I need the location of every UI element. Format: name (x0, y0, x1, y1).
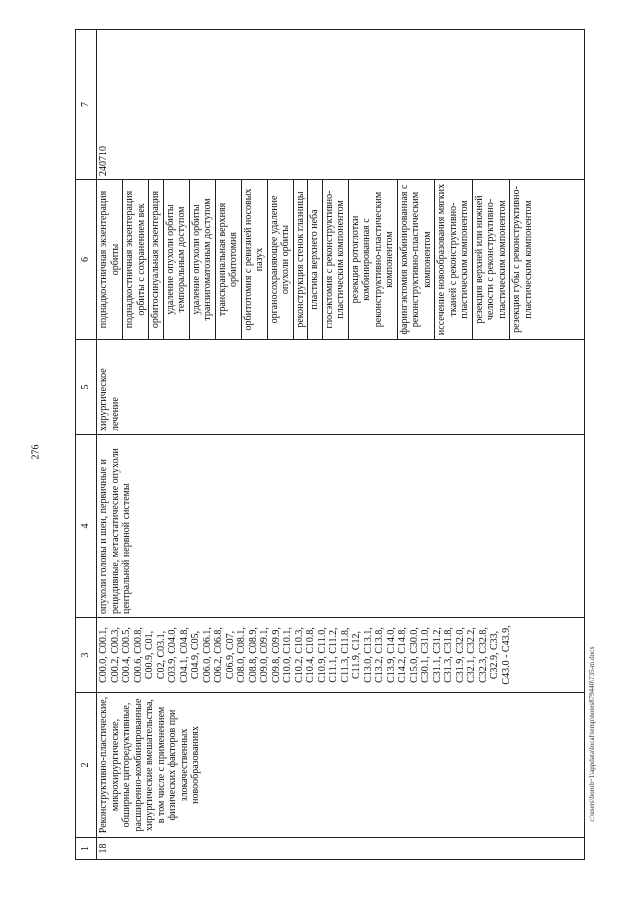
icd-code-line: C10.0, C10.1, (282, 627, 293, 683)
icd-code-line: C10.2, C10.3, (293, 627, 305, 683)
treatment-method-row (348, 180, 397, 339)
icd-code-line: C06.9, C07, (224, 630, 236, 680)
treatment-method-row (472, 180, 510, 339)
icd-codes-cell (97, 618, 585, 693)
icd-code-line: C11.3, C11.8, (339, 627, 351, 683)
treatment-method: поднадкостничная экзентерация орбиты (97, 180, 123, 339)
treatment-methods-list (97, 180, 535, 339)
icd-code-line: C00.9, C01, (144, 630, 155, 680)
column-number: 6 (76, 180, 97, 340)
treatment-method: реконструкция стенок глазницы (293, 180, 308, 339)
treatment-method-row (215, 180, 241, 339)
icd-code-line: C31.1, C31.2, (431, 627, 443, 683)
column-number: 3 (76, 618, 97, 693)
icd-code-line: C00.4, C00.5, (121, 627, 132, 683)
icd-code-line: C32.3, C32.8, (477, 627, 489, 683)
patient-model-cell (97, 435, 585, 618)
icd-code-line: C04.9, C05, (190, 630, 201, 680)
treatment-method-row (163, 180, 189, 339)
treatment-method: транскраниальная верхняя орбитотомия (215, 180, 241, 339)
icd-code-line: C06.2, C06.8, (213, 627, 224, 683)
cost-cell (97, 30, 585, 180)
treatment-method-row (241, 180, 267, 339)
treatment-method-row (397, 180, 435, 339)
column-number: 5 (76, 340, 97, 435)
footer-file-path: c:\users\borob~1\appdata\local\temp\notes879440\735-m.docx (588, 646, 596, 822)
icd-code-line: C09.8, C09.9, (270, 627, 282, 683)
intervention-name-cell (97, 693, 585, 838)
icd-code-line: C43.0 - C43.9, (500, 625, 512, 685)
treatment-method-row (267, 180, 293, 339)
rotated-page-frame (75, 30, 585, 860)
icd-code-line: C13.0, C13.1, (362, 627, 374, 683)
icd-code-line: C02, C03.1, (155, 630, 167, 680)
icd-code-line: C08.0, C08.1, (236, 627, 247, 683)
column-number: 4 (76, 435, 97, 618)
table-row (97, 30, 585, 860)
treatment-method-row (510, 180, 536, 339)
icd-code-line: C06.0, C06.1, (201, 627, 213, 683)
treatment-methods-cell (97, 180, 585, 340)
icd-code-line: C08.8, C08.9, (247, 627, 259, 683)
treatment-method-row (308, 180, 323, 339)
treatment-method: пластика верхнего неба (308, 180, 323, 339)
treatment-method-row (322, 180, 348, 339)
icd-code-line: C30.1, C31.0, (420, 627, 431, 683)
medical-care-table (75, 29, 585, 860)
treatment-method: орбитосинуальная экзентерация (149, 180, 164, 339)
treatment-method: резекция ротоглотки комбинированная с реконструктивно-пластическим компонентом (348, 180, 397, 339)
icd-code-line: C00.2, C00.3, (109, 627, 121, 683)
treatment-method-row (149, 180, 164, 339)
treatment-method: резекция губы с реконструктивно-пластическим компонентом (511, 186, 534, 333)
row-number-cell (97, 838, 585, 860)
treatment-method: фарингэктомия комбинированная с реконструктивно-пластическим компонентом (397, 180, 435, 339)
icd-code-line: C32.1, C32.2, (466, 627, 477, 683)
icd-code-line: C31.9, C32.0, (454, 627, 466, 683)
icd-code-line: C00.0, C00.1, (98, 627, 109, 683)
cost-value: 240710 (98, 146, 109, 176)
treatment-type-cell (97, 340, 585, 435)
treatment-method-row (293, 180, 308, 339)
intervention-name: Реконструктивно-пластические, микрохирургические, обширные циторедуктивные, расширенно-комбинированные хирургические вмешательства, в том числе с применением физических факторов при злокачественных новообразованиях (98, 696, 201, 834)
treatment-method: поднадкостничная экзентерация орбиты с сохранением век (123, 180, 149, 339)
treatment-method: резекция верхней или нижней челюсти с реконструктивно-пластическим компонентом (472, 180, 510, 339)
icd-code-line: C10.4, C10.8, (305, 627, 316, 683)
icd-code-line: C00.6, C00.8, (132, 627, 144, 683)
treatment-type: хирургическое лечение (98, 368, 121, 431)
column-number-row (76, 30, 97, 860)
icd-code-line: C11.9, C12, (351, 631, 362, 679)
icd-code-line: C09.0, C09.1, (259, 627, 270, 683)
treatment-method-row (435, 180, 473, 339)
column-number: 1 (76, 838, 97, 860)
icd-code-line: C11.1, C11.2, (328, 627, 339, 683)
treatment-method: иссечение новообразования мягких тканей с реконструктивно-пластическим компонентом (435, 180, 473, 339)
treatment-method-row (123, 180, 149, 339)
icd-code-line: C03.9, C04.0, (167, 627, 178, 683)
icd-codes-list (97, 618, 513, 692)
row-number: 18 (98, 843, 109, 854)
treatment-method: орбитотомия с ревизией носовых пазух (241, 180, 267, 339)
column-number: 7 (76, 30, 97, 180)
icd-code-line: C14.2, C14.8, (397, 627, 408, 683)
icd-code-line: C31.3, C31.8, (443, 627, 454, 683)
icd-code-line: C10.9, C11.0, (316, 627, 328, 683)
treatment-method: удаление опухоли орбиты темпоральным доступом (163, 180, 189, 339)
treatment-method: удаление опухоли орбиты транзигоматозным доступом (189, 180, 215, 339)
icd-code-line: C32.9, C33, (489, 630, 500, 680)
icd-code-line: C15.0, C30.0, (408, 627, 420, 683)
rotated-table-container (75, 30, 585, 860)
patient-model: опухоли головы и шеи, первичные и рецидивные, метастатические опухоли центральной нервной системы (98, 448, 132, 614)
icd-code-line: C04.1, C04.8, (178, 627, 190, 683)
treatment-method: глосэктомия с реконструктивно-пластическим компонентом (322, 180, 348, 339)
treatment-method-row (189, 180, 215, 339)
icd-code-line: C13.2, C13.8, (374, 627, 385, 683)
treatment-method-row (97, 180, 123, 339)
icd-code-line: C13.9, C14.0, (385, 627, 397, 683)
column-number: 2 (76, 693, 97, 838)
treatment-method: органосохраняющее удаление опухоли орбиты (267, 180, 293, 339)
page-number: 276 (30, 444, 42, 460)
